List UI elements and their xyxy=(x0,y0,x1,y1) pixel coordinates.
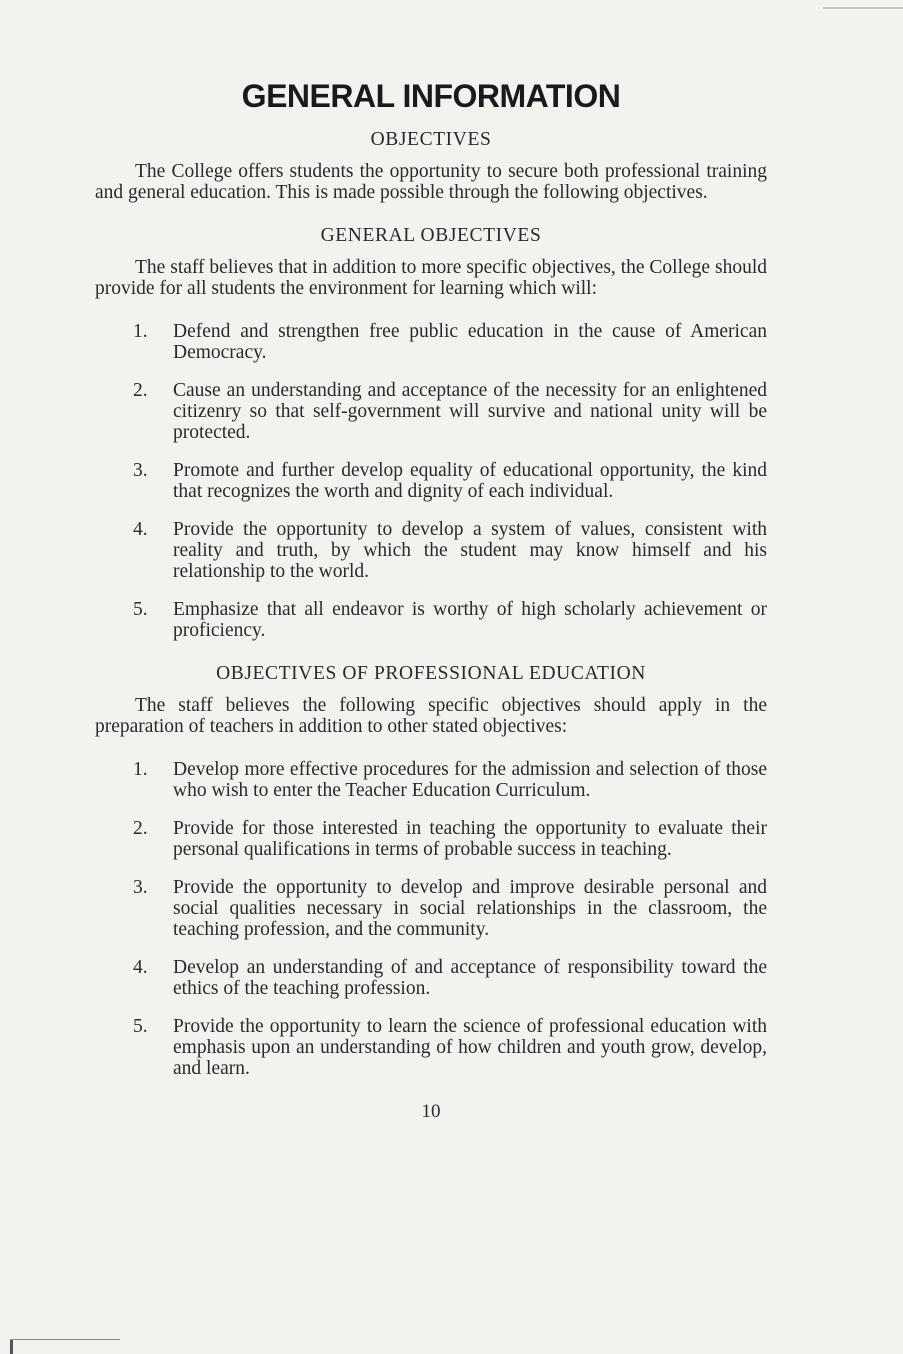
list-item-number: 5. xyxy=(133,1016,148,1037)
list-item-text: Develop an understanding of and acceptance of responsibility toward the ethics of the teaching profession. xyxy=(173,957,767,999)
general-objectives-heading: GENERAL OBJECTIVES xyxy=(320,225,542,246)
list-item-text: Cause an understanding and acceptance of the necessity for an enlightened citizenry so that self-government will survive and national unity will be protected. xyxy=(173,380,767,443)
document-page xyxy=(95,78,767,1123)
list-item-text: Provide the opportunity to develop and improve desirable personal and social qualities necessary in social relationships in the classroom, the teaching profession, and the community. xyxy=(173,877,767,940)
list-item xyxy=(95,877,767,940)
list-item-number: 2. xyxy=(133,818,148,839)
list-item-text: Promote and further develop equality of educational opportunity, the kind that recognizes the worth and dignity of each individual. xyxy=(173,460,767,502)
page-title: GENERAL INFORMATION xyxy=(241,78,621,114)
list-item-text: Develop more effective procedures for the admission and selection of those who wish to enter the Teacher Education Curriculum. xyxy=(173,759,767,801)
professional-objectives-list xyxy=(95,759,767,1079)
objectives-heading: OBJECTIVES xyxy=(370,129,492,150)
list-item xyxy=(95,321,767,363)
list-item-text: Provide the opportunity to learn the science of professional education with emphasis upon an understanding of how children and youth grow, develop, and learn. xyxy=(173,1016,767,1079)
list-item-number: 3. xyxy=(133,460,148,481)
list-item xyxy=(95,1016,767,1079)
scan-edge-line xyxy=(823,7,903,9)
list-item xyxy=(95,519,767,582)
list-item-text: Provide for those interested in teaching the opportunity to evaluate their personal qualifications in terms of probable success in teaching. xyxy=(173,818,767,860)
list-item-number: 2. xyxy=(133,380,148,401)
list-item xyxy=(95,599,767,641)
list-item-number: 3. xyxy=(133,877,148,898)
list-item-number: 4. xyxy=(133,519,148,540)
list-item-text: Defend and strengthen free public education in the cause of American Democracy. xyxy=(173,321,767,363)
general-objectives-intro: The staff believes that in addition to more specific objectives, the College should provide for all students the environment for learning which will: xyxy=(95,257,767,299)
list-item-number: 4. xyxy=(133,957,148,978)
list-item-number: 5. xyxy=(133,599,148,620)
professional-objectives-heading: OBJECTIVES OF PROFESSIONAL EDUCATION xyxy=(216,663,646,684)
list-item-text: Provide the opportunity to develop a system of values, consistent with reality and truth, by which the student may know himself and his relationship to the world. xyxy=(173,519,767,582)
list-item xyxy=(95,957,767,999)
page-number: 10 xyxy=(421,1101,441,1122)
scan-corner-line xyxy=(10,1339,120,1340)
list-item-text: Emphasize that all endeavor is worthy of high scholarly achievement or proficiency. xyxy=(173,599,767,641)
list-item xyxy=(95,380,767,443)
list-item xyxy=(95,818,767,860)
scan-corner-mark xyxy=(10,1340,13,1354)
general-objectives-list xyxy=(95,321,767,641)
professional-objectives-intro: The staff believes the following specific objectives should apply in the preparation of teachers in addition to other stated objectives: xyxy=(95,695,767,737)
list-item xyxy=(95,759,767,801)
list-item xyxy=(95,460,767,502)
list-item-number: 1. xyxy=(133,759,148,780)
list-item-number: 1. xyxy=(133,321,148,342)
objectives-intro: The College offers students the opportunity to secure both professional training and general education. This is made possible through the following objectives. xyxy=(95,161,767,203)
